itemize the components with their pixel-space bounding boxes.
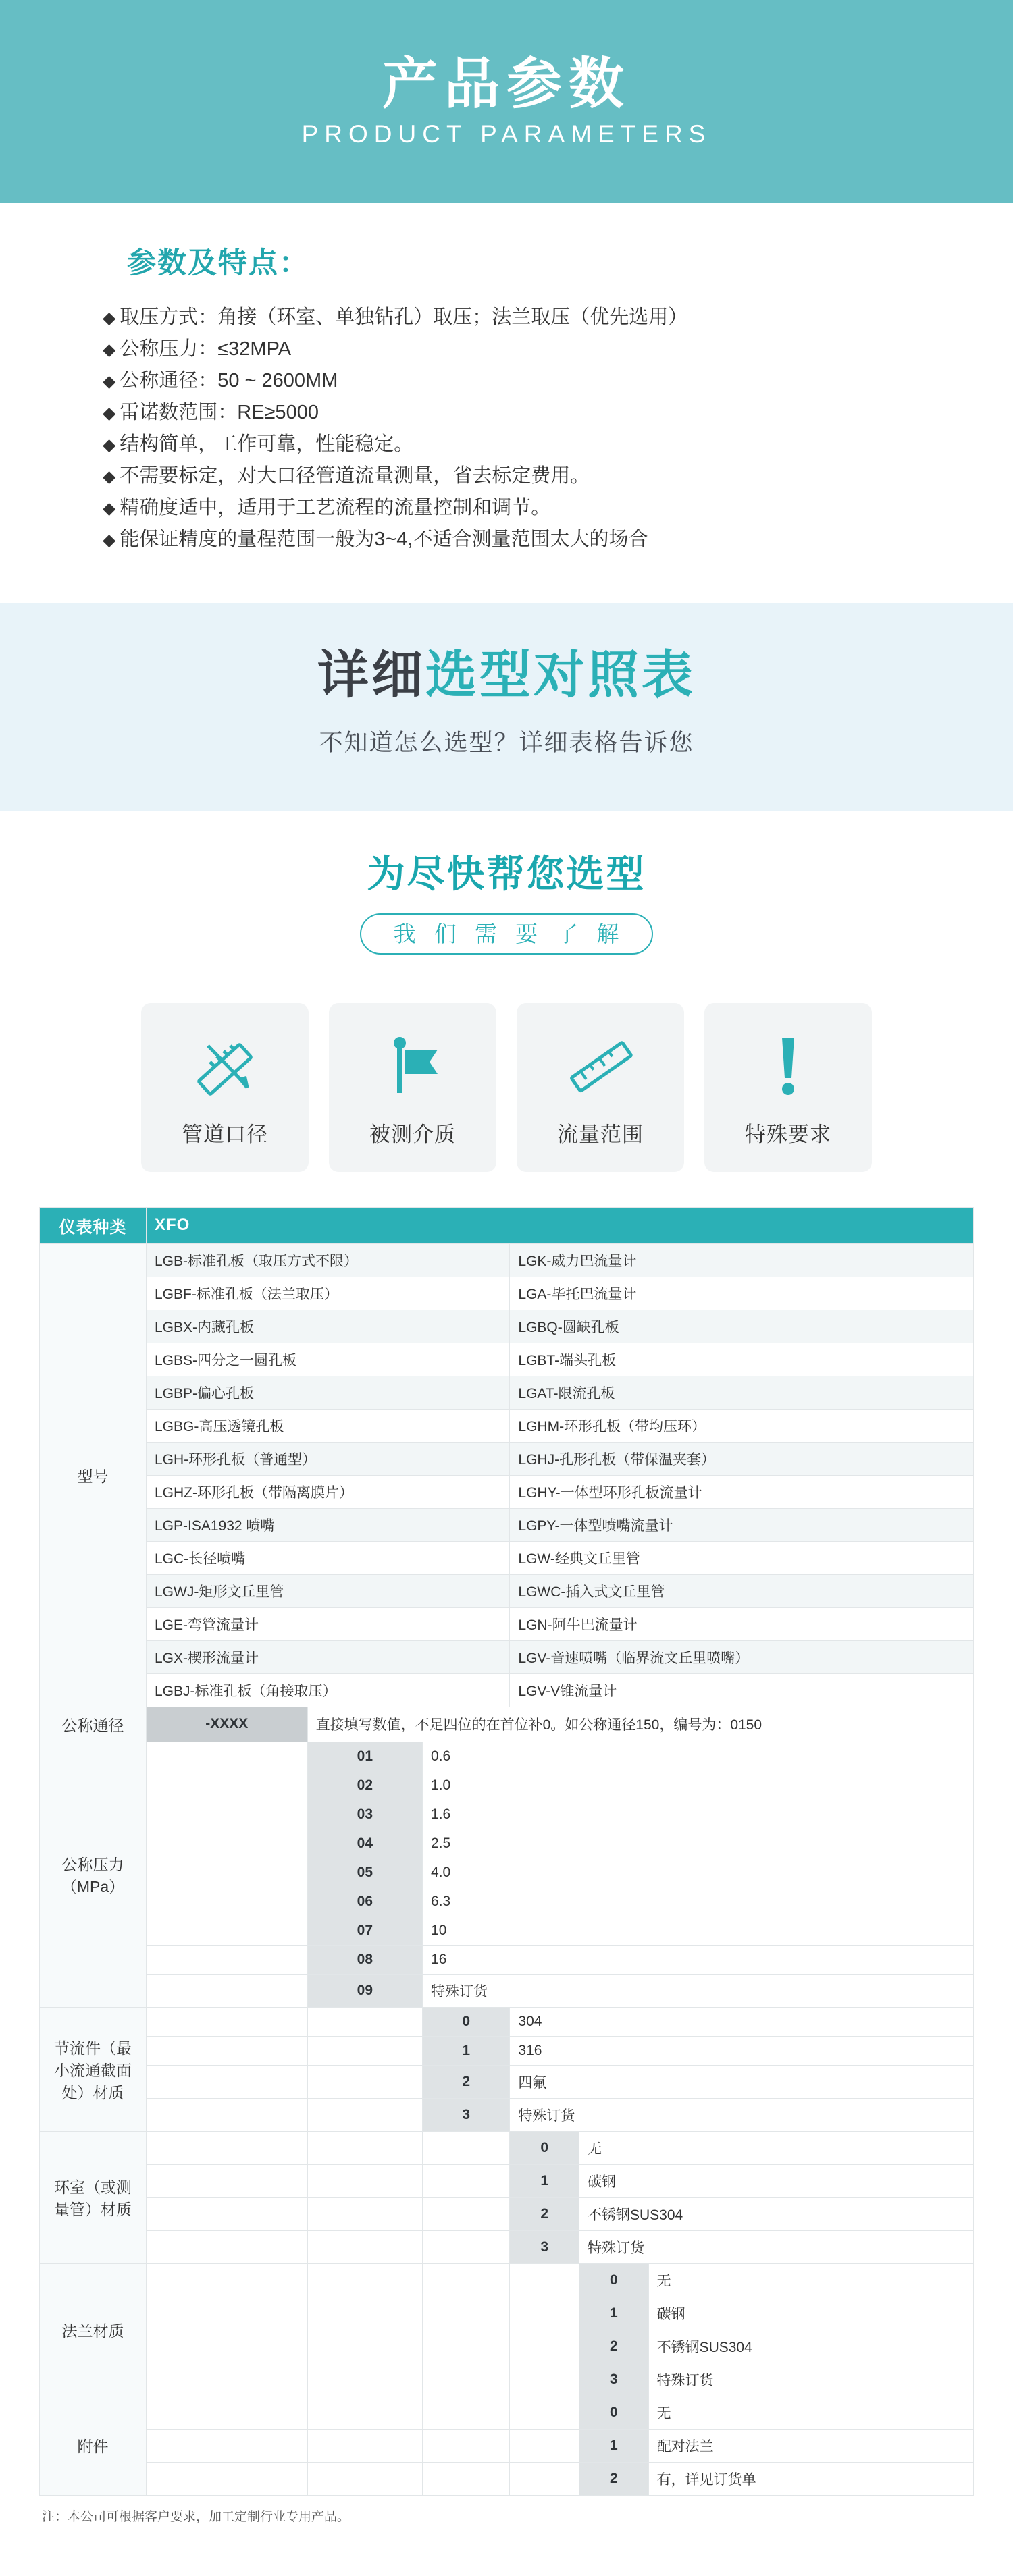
throttle-value: 304 [510, 2007, 974, 2036]
pn-code: 06 [307, 1887, 422, 1916]
bullet-icon: ◆ [103, 530, 116, 549]
flange-code: 0 [579, 2263, 648, 2297]
row-label-chamber: 环室（或测量管）材质 [40, 2131, 147, 2263]
bullet-icon: ◆ [103, 498, 116, 518]
parameters-title: 参数及特点： [127, 247, 309, 279]
table-row [40, 1707, 974, 1742]
table-row [40, 1442, 974, 1475]
pn-code: 05 [307, 1858, 422, 1887]
table-row [40, 2297, 974, 2330]
row-label-throttle: 节流件（最小流通截面处）材质 [40, 2007, 147, 2131]
table-row [40, 1858, 974, 1887]
table-row [40, 1541, 974, 1574]
table-row [40, 2429, 974, 2462]
list-item [101, 492, 912, 524]
model-code-right: LGV-V锥流量计 [510, 1673, 974, 1707]
card-label: 管道口径 [182, 1123, 268, 1147]
banner-title: 产品参数 [382, 53, 631, 115]
table-row [40, 1475, 974, 1508]
chamber-value: 无 [579, 2131, 973, 2164]
flange-code: 3 [579, 2363, 648, 2396]
table-row [40, 2263, 974, 2297]
row-label-pn: 公称压力（MPa） [40, 1742, 147, 2007]
list-item [101, 365, 912, 397]
scale-ruler-icon [563, 1027, 638, 1106]
pn-code: 02 [307, 1771, 422, 1800]
model-code-right: LGHY-一体型环形孔板流量计 [510, 1475, 974, 1508]
bullet-icon: ◆ [103, 371, 116, 391]
pn-code: 08 [307, 1945, 422, 1974]
model-code-left: LGC-长径喷嘴 [147, 1541, 510, 1574]
model-code-right: LGHM-环形孔板（带均压环） [510, 1409, 974, 1442]
table-row [40, 2396, 974, 2429]
model-code-right: LGHJ-孔形孔板（带保温夹套） [510, 1442, 974, 1475]
card-special-requirement[interactable] [704, 1003, 872, 1172]
table-row [40, 2007, 974, 2036]
chamber-code: 0 [510, 2131, 579, 2164]
throttle-value: 四氟 [510, 2065, 974, 2098]
throttle-code: 1 [423, 2036, 510, 2065]
table-row [40, 2164, 974, 2197]
list-item [101, 333, 912, 365]
table-footnote: 注：本公司可根据客户要求，加工定制行业专用产品。 [42, 2509, 350, 2524]
pn-code: 03 [307, 1800, 422, 1829]
table-row [40, 1887, 974, 1916]
table-row [40, 1310, 974, 1343]
model-code-left: LGP-ISA1932 喷嘴 [147, 1508, 510, 1541]
model-code-right: LGV-音速喷嘴（临界流文丘里喷嘴） [510, 1640, 974, 1673]
parameter-text: 公称通径：50 ~ 2600MM [120, 369, 338, 392]
table-row [40, 2330, 974, 2363]
selection-banner-title [0, 646, 1013, 704]
model-code-right: LGW-经典文丘里管 [510, 1541, 974, 1574]
list-item [101, 429, 912, 460]
flange-value: 不锈钢SUS304 [648, 2330, 973, 2363]
model-code-left: LGWJ-矩形文丘里管 [147, 1574, 510, 1607]
selection-banner [0, 603, 1013, 811]
chamber-code: 1 [510, 2164, 579, 2197]
table-row [40, 1508, 974, 1541]
table-header-left: 仪表种类 [40, 1207, 147, 1243]
pn-code: 04 [307, 1829, 422, 1858]
card-pipe-diameter[interactable] [141, 1003, 309, 1172]
model-code-right: LGN-阿牛巴流量计 [510, 1607, 974, 1640]
throttle-code: 3 [423, 2098, 510, 2131]
chamber-code: 2 [510, 2197, 579, 2230]
model-code-left: LGHZ-环形孔板（带隔离膜片） [147, 1475, 510, 1508]
model-code-left: LGBG-高压透镜孔板 [147, 1409, 510, 1442]
pn-code: 01 [307, 1742, 422, 1771]
flange-value: 无 [648, 2263, 973, 2297]
table-row [40, 1742, 974, 1771]
table-row [40, 1607, 974, 1640]
card-label: 特殊要求 [745, 1123, 831, 1147]
table-row [40, 2363, 974, 2396]
flange-code: 1 [579, 2297, 648, 2330]
card-flow-range[interactable] [517, 1003, 684, 1172]
chamber-value: 不锈钢SUS304 [579, 2197, 973, 2230]
table-row [40, 1243, 974, 1277]
parameter-text: 取压方式：角接（环室、单独钻孔）取压；法兰取压（优先选用） [120, 306, 688, 328]
accessory-value: 有，详见订货单 [648, 2462, 973, 2495]
selection-banner-title-prefix: 详细 [317, 646, 425, 704]
table-row [40, 1974, 974, 2007]
pn-value: 16 [423, 1945, 974, 1974]
parameter-text: 公称压力：≤32MPA [120, 338, 292, 360]
pn-value: 6.3 [423, 1887, 974, 1916]
table-row [40, 2197, 974, 2230]
selection-help-section [0, 811, 1013, 975]
table-row [40, 1409, 974, 1442]
table-row [40, 2036, 974, 2065]
table-row [40, 1800, 974, 1829]
bullet-icon: ◆ [103, 466, 116, 486]
list-item [101, 524, 912, 556]
flange-value: 特殊订货 [648, 2363, 973, 2396]
table-row [40, 1574, 974, 1607]
parameters-list [101, 302, 912, 556]
table-row [40, 1343, 974, 1376]
model-code-left: LGBJ-标准孔板（角接取压） [147, 1673, 510, 1707]
pn-value: 0.6 [423, 1742, 974, 1771]
model-code-right: LGWC-插入式文丘里管 [510, 1574, 974, 1607]
pn-value: 10 [423, 1916, 974, 1945]
pn-code: 09 [307, 1974, 422, 2007]
model-code-left: LGBX-内藏孔板 [147, 1310, 510, 1343]
parameter-text: 精确度适中，适用于工艺流程的流量控制和调节。 [120, 496, 551, 518]
model-code-left: LGBS-四分之一圆孔板 [147, 1343, 510, 1376]
requirement-cards [0, 975, 1013, 1207]
model-code-right: LGA-毕托巴流量计 [510, 1277, 974, 1310]
chamber-code: 3 [510, 2230, 579, 2263]
flag-icon [375, 1027, 450, 1106]
selection-banner-subtitle: 不知道怎么选型？详细表格告诉您 [319, 729, 694, 756]
table-row [40, 1945, 974, 1974]
row-label-dn: 公称通径 [40, 1707, 147, 1742]
pn-value: 4.0 [423, 1858, 974, 1887]
parameters-section [0, 203, 1013, 603]
accessory-code: 1 [579, 2429, 648, 2462]
table-row [40, 1916, 974, 1945]
table-row [40, 2131, 974, 2164]
dn-note: 直接填写数值，不足四位的在首位补0。如公称通径150，编号为：0150 [307, 1707, 973, 1742]
bullet-icon: ◆ [103, 308, 116, 327]
bullet-icon: ◆ [103, 435, 116, 454]
row-label-model: 型号 [40, 1243, 147, 1707]
model-code-left: LGBP-偏心孔板 [147, 1376, 510, 1409]
bullet-icon: ◆ [103, 403, 116, 423]
parameter-text: 能保证精度的量程范围一般为3~4,不适合测量范围太大的场合 [120, 528, 648, 550]
model-code-left: LGH-环形孔板（普通型） [147, 1442, 510, 1475]
accessory-value: 无 [648, 2396, 973, 2429]
pn-code: 07 [307, 1916, 422, 1945]
table-row [40, 1640, 974, 1673]
ruler-pencil-icon [188, 1027, 262, 1106]
table-row [40, 2098, 974, 2131]
parameter-text: 雷诺数范围：RE≥5000 [120, 401, 319, 423]
model-code-right: LGBQ-圆缺孔板 [510, 1310, 974, 1343]
table-row [40, 1376, 974, 1409]
throttle-value: 特殊订货 [510, 2098, 974, 2131]
pn-value: 1.6 [423, 1800, 974, 1829]
chamber-value: 特殊订货 [579, 2230, 973, 2263]
table-row [40, 2462, 974, 2495]
card-label: 被测介质 [369, 1123, 456, 1147]
exclamation-icon [751, 1027, 825, 1106]
model-code-right: LGPY-一体型喷嘴流量计 [510, 1508, 974, 1541]
card-medium[interactable] [329, 1003, 496, 1172]
dn-code: -XXXX [147, 1707, 308, 1742]
model-code-left: LGBF-标准孔板（法兰取压） [147, 1277, 510, 1310]
accessory-value: 配对法兰 [648, 2429, 973, 2462]
throttle-code: 2 [423, 2065, 510, 2098]
flange-value: 碳钢 [648, 2297, 973, 2330]
table-row [40, 1673, 974, 1707]
model-code-left: LGE-弯管流量计 [147, 1607, 510, 1640]
pn-value: 特殊订货 [423, 1974, 974, 2007]
table-row [40, 2230, 974, 2263]
throttle-value: 316 [510, 2036, 974, 2065]
page-banner [0, 0, 1013, 203]
table-row [40, 1829, 974, 1858]
accessory-code: 0 [579, 2396, 648, 2429]
list-item [101, 460, 912, 492]
selection-table-wrap [0, 1207, 1013, 2496]
parameter-text: 结构简单，工作可靠，性能稳定。 [120, 433, 414, 455]
list-item [101, 397, 912, 429]
card-label: 流量范围 [557, 1123, 644, 1147]
table-row [40, 1771, 974, 1800]
list-item [101, 302, 912, 333]
table-header-row [40, 1207, 974, 1243]
row-label-flange: 法兰材质 [40, 2263, 147, 2396]
pn-value: 2.5 [423, 1829, 974, 1858]
bullet-icon: ◆ [103, 340, 116, 359]
model-code-right: LGK-威力巴流量计 [510, 1243, 974, 1277]
selection-banner-title-highlight: 选型对照表 [425, 646, 696, 704]
table-row [40, 2065, 974, 2098]
pn-value: 1.0 [423, 1771, 974, 1800]
banner-subtitle: PRODUCT PARAMETERS [301, 119, 712, 148]
table-header-right: XFO [147, 1207, 974, 1243]
selection-help-pill: 我 们 需 要 了 解 [360, 913, 654, 955]
chamber-value: 碳钢 [579, 2164, 973, 2197]
parameter-text: 不需要标定，对大口径管道流量测量，省去标定费用。 [120, 464, 590, 487]
table-row [40, 1277, 974, 1310]
row-label-accessory: 附件 [40, 2396, 147, 2495]
model-code-left: LGB-标准孔板（取压方式不限） [147, 1243, 510, 1277]
model-code-right: LGBT-端头孔板 [510, 1343, 974, 1376]
throttle-code: 0 [423, 2007, 510, 2036]
model-code-right: LGAT-限流孔板 [510, 1376, 974, 1409]
selection-help-heading: 为尽快帮您选型 [367, 852, 646, 895]
accessory-code: 2 [579, 2462, 648, 2495]
model-code-left: LGX-楔形流量计 [147, 1640, 510, 1673]
flange-code: 2 [579, 2330, 648, 2363]
selection-table [39, 1207, 974, 2496]
